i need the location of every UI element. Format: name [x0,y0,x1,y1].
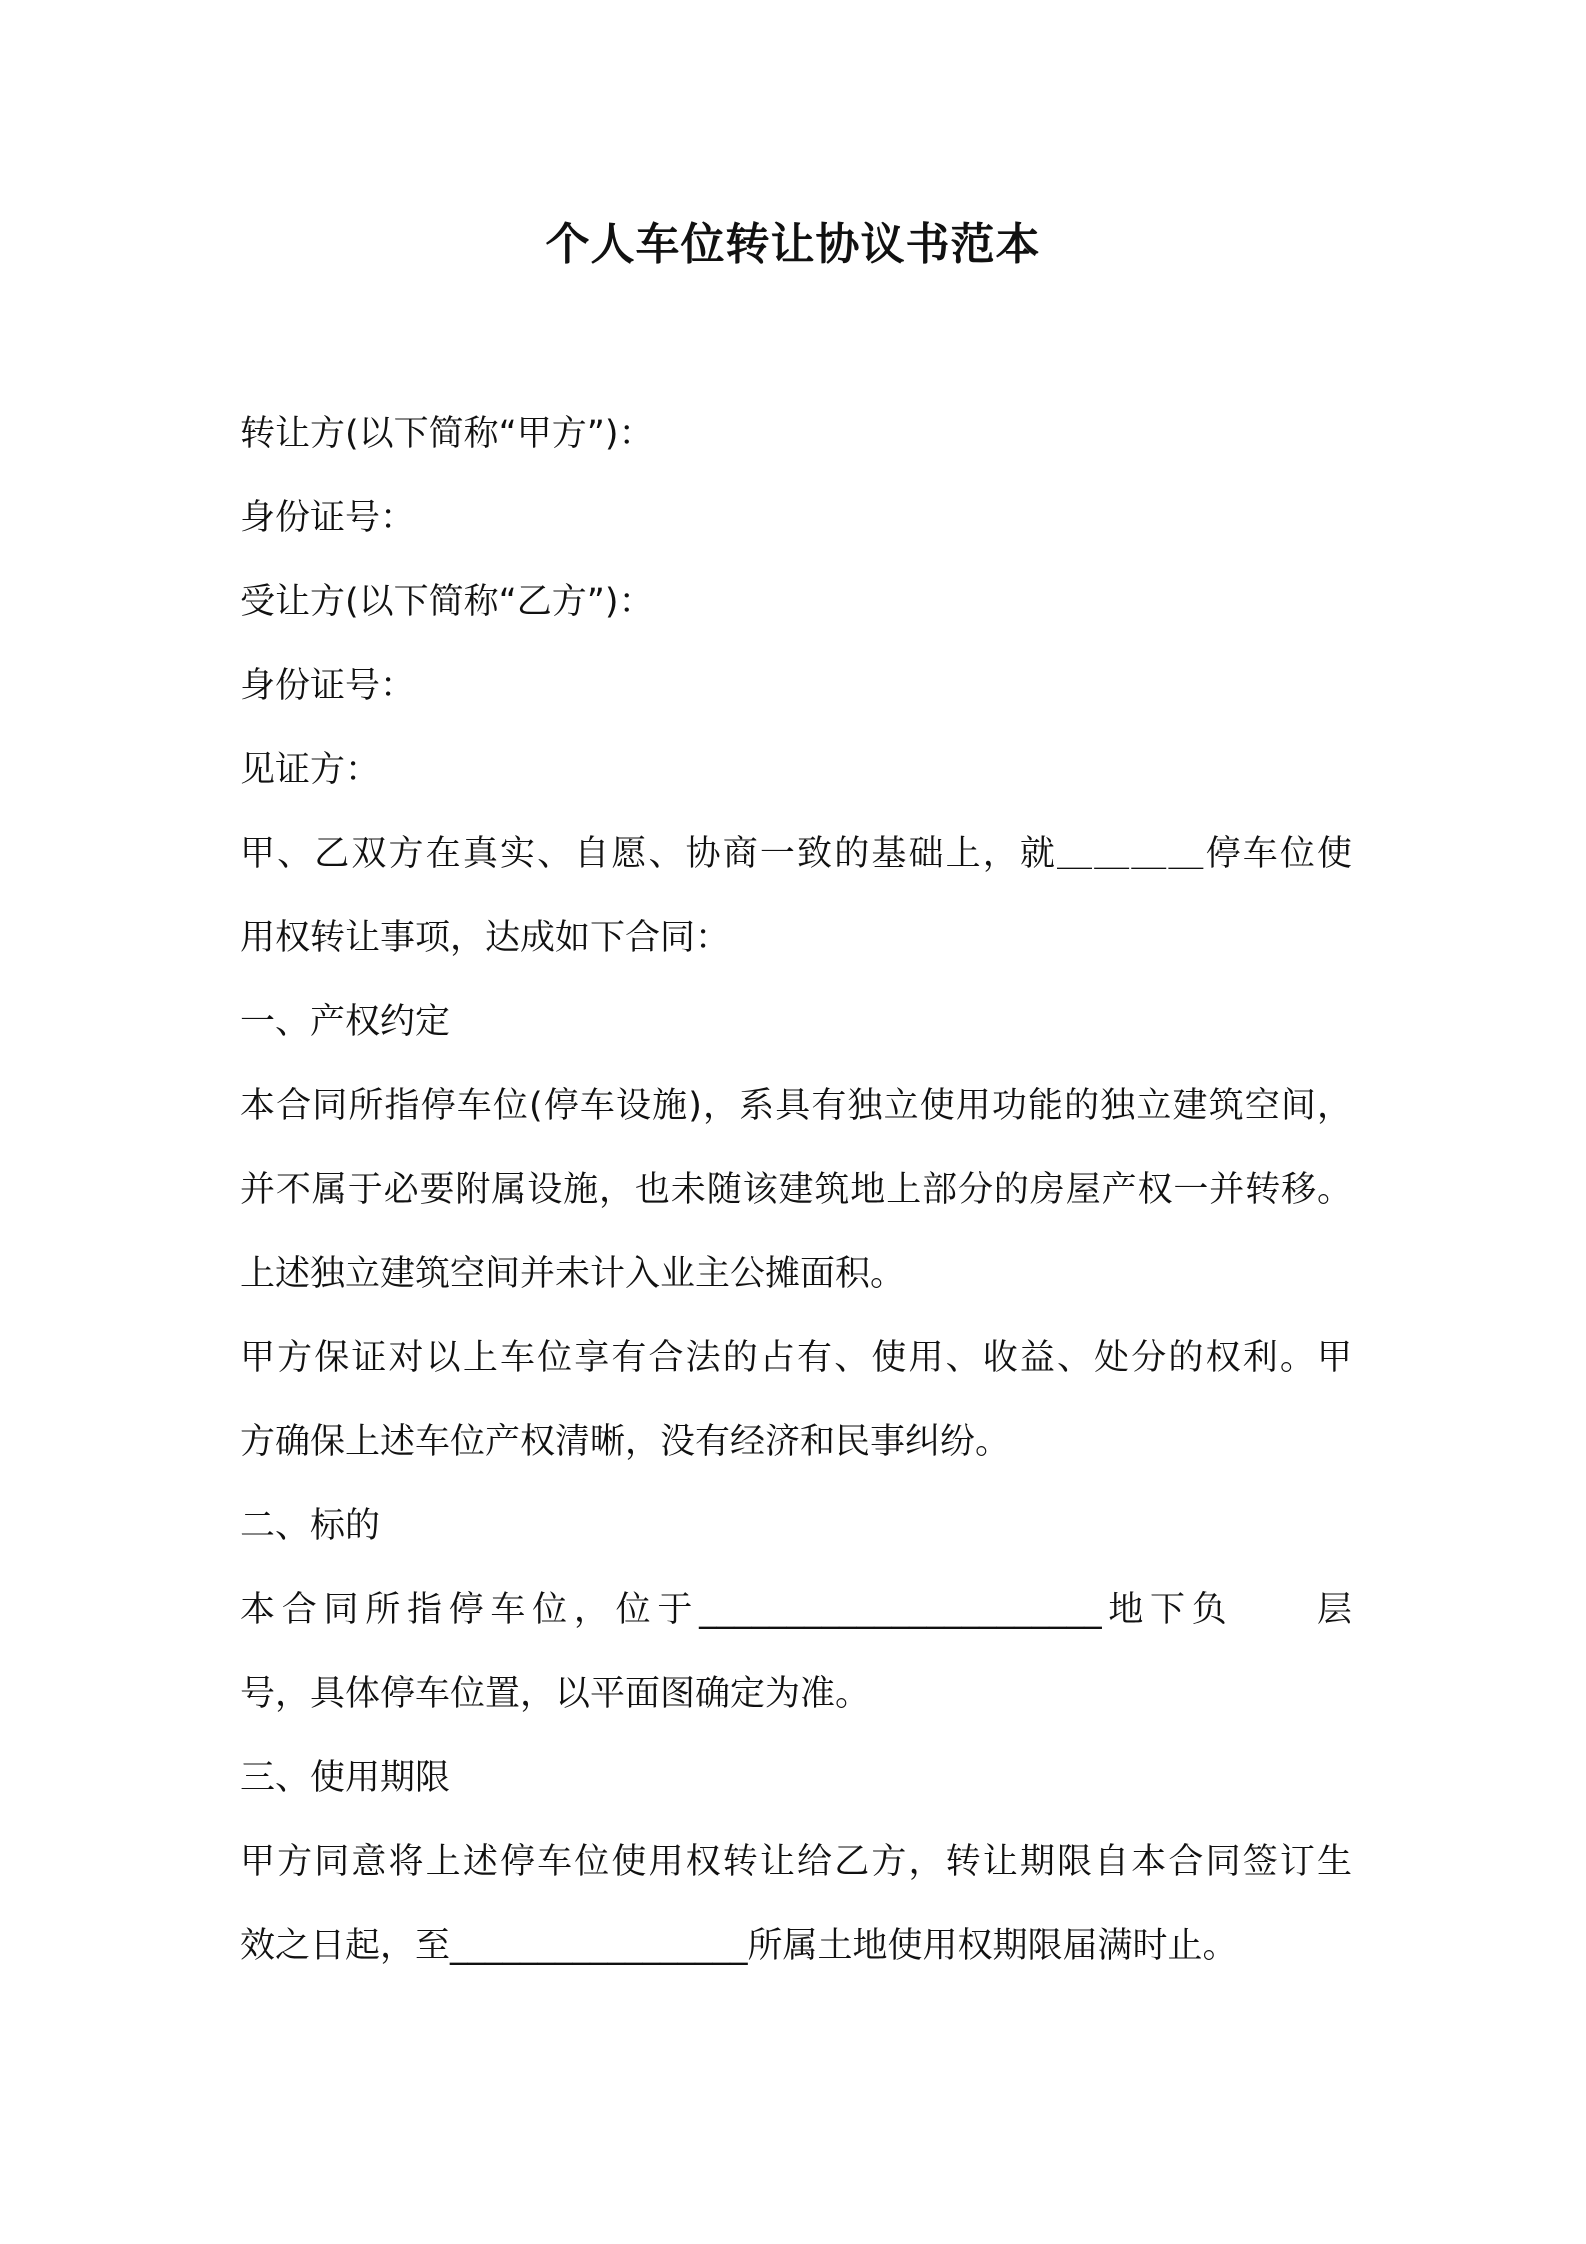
document-title: 个人车位转让协议书范本 [545,219,1041,270]
transferee-id-line: 身份证号： [240,666,416,706]
section-heading-subject: 二、标的 [240,1506,381,1546]
guarantee-paragraph-line-1: 甲方保证对以上车位享有合法的占有、使用、收益、处分的权利。甲 [240,1338,1352,1378]
guarantee-paragraph-line-2: 方确保上述车位产权清晰，没有经济和民事纠纷。 [240,1422,1011,1462]
preamble-line-2: 用权转让事项，达成如下合同： [240,918,731,958]
ownership-paragraph-line-3: 上述独立建筑空间并未计入业主公摊面积。 [240,1254,906,1294]
transferee-line: 受让方(以下简称“乙方”)： [240,582,654,622]
subject-paragraph-line-2: 号，具体停车位置，以平面图确定为准。 [240,1674,871,1714]
transferor-line: 转让方(以下简称“甲方”)： [240,414,654,454]
subject-paragraph-line-1: 本合同所指停车位，位于_______________________地下负 层 [240,1590,1352,1630]
section-heading-ownership: 一、产权约定 [240,1002,451,1042]
preamble-line-1: 甲、乙双方在真实、自愿、协商一致的基础上，就＿＿＿＿停车位使 [240,834,1352,874]
ownership-paragraph-line-1: 本合同所指停车位(停车设施)，系具有独立使用功能的独立建筑空间， [240,1086,1352,1126]
ownership-paragraph-line-2: 并不属于必要附属设施，也未随该建筑地上部分的房屋产权一并转移。 [240,1170,1352,1210]
witness-line: 见证方： [240,750,381,790]
term-paragraph-line-2: 效之日起，至_________________所属土地使用权期限届满时止。 [240,1926,1238,1966]
transferor-id-line: 身份证号： [240,498,416,538]
section-heading-term: 三、使用期限 [240,1758,451,1798]
term-paragraph-line-1: 甲方同意将上述停车位使用权转让给乙方，转让期限自本合同签订生 [240,1842,1352,1882]
